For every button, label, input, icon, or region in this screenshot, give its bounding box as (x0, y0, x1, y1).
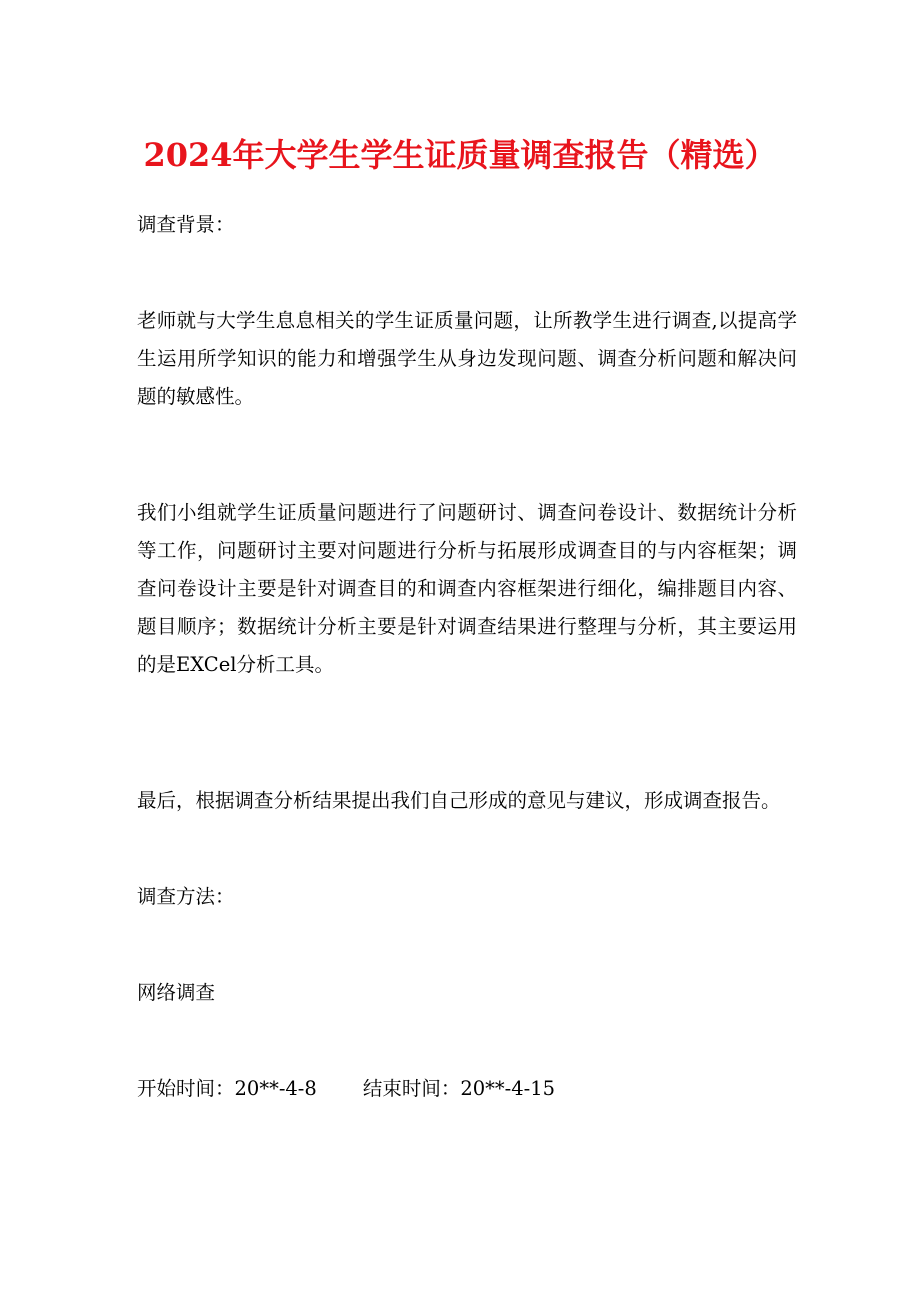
end-time: 结束时间：20**-4-15 (362, 1077, 556, 1100)
method-text: 网络调查 (137, 981, 216, 1004)
start-time: 开始时间：20**-4-8 (137, 1077, 317, 1100)
document-title: 2024年大学生学生证质量调查报告（精选） (143, 136, 777, 175)
background-heading: 调查背景： (137, 213, 235, 236)
paragraph-3: 最后，根据调查分析结果提出我们自己形成的意见与建议，形成调查报告。 (137, 789, 781, 812)
method-heading: 调查方法： (137, 885, 235, 908)
paragraph-1: 老师就与大学生息息相关的学生证质量问题，让所教学生进行调查,以提高学生运用所学知识的能力和增强学生从身边发现问题、调查分析问题和解决问题的敏感性。 (137, 309, 797, 408)
paragraph-2: 我们小组就学生证质量问题进行了问题研讨、调查问卷设计、数据统计分析等工作，问题研讨主要对问题进行分析与拓展形成调查目的与内容框架；调查问卷设计主要是针对调查目的和调查内容框架进行细化，编排题目内容、题目顺序；数据统计分析主要是针对调查结果进行整理与分析，其主要运用的是EXCel分析工具。 (137, 501, 797, 676)
time-range (137, 1070, 797, 1108)
